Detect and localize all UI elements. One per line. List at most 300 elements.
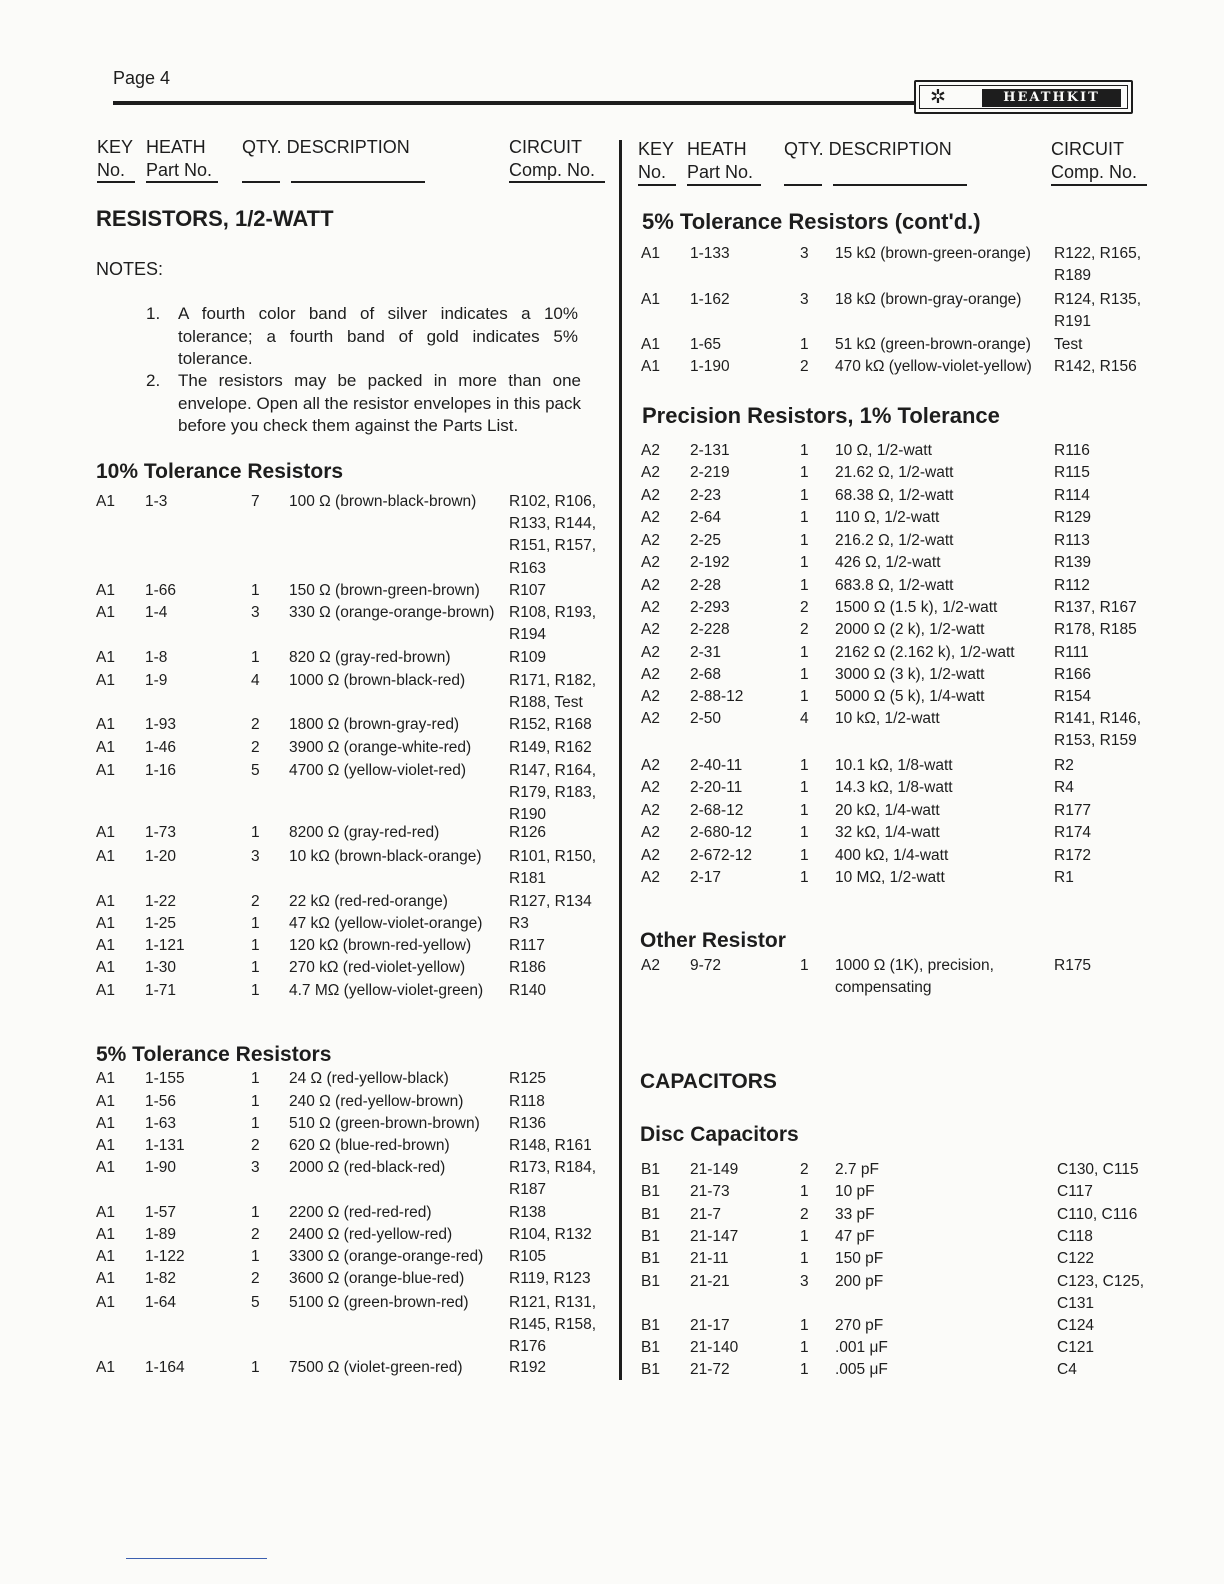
quantity-cell: 1 <box>251 582 260 599</box>
quantity-cell: 3 <box>800 245 809 262</box>
key-cell: A2 <box>641 779 660 796</box>
part-number-cell: 1-25 <box>145 915 177 932</box>
description-cell: 270 pF <box>835 1317 884 1334</box>
part-number-cell: 1-131 <box>145 1137 185 1154</box>
description-cell: 200 pF <box>835 1273 884 1290</box>
component-cell: C130, C115 <box>1057 1161 1139 1178</box>
description-cell: 110 Ω, 1/2-watt <box>835 509 940 526</box>
key-cell: A1 <box>96 649 115 666</box>
part-number-cell: 1-30 <box>145 959 177 976</box>
quantity-cell: 1 <box>251 1093 260 1110</box>
description-cell: 32 kΩ, 1/4-watt <box>835 824 940 841</box>
key-cell: A1 <box>96 582 115 599</box>
quantity-cell: 1 <box>251 959 260 976</box>
quantity-cell: 3 <box>251 848 260 865</box>
component-cell: C122 <box>1057 1250 1095 1267</box>
part-number-cell: 1-9 <box>145 672 168 689</box>
key-cell: A1 <box>96 716 115 733</box>
description-cell: 400 kΩ, 1/4-watt <box>835 847 949 864</box>
col-header-key: KEY No. <box>97 137 134 180</box>
col-header-qty-desc: QTY. DESCRIPTION <box>784 139 952 159</box>
component-cell: R117 <box>509 937 545 954</box>
part-number-cell: 1-162 <box>690 291 730 308</box>
component-cell: C121 <box>1057 1339 1095 1356</box>
quantity-cell: 1 <box>800 779 809 796</box>
description-cell: 10 pF <box>835 1183 875 1200</box>
component-cell: R116 <box>1054 442 1090 459</box>
component-cell: R171, R182, R188, Test <box>509 672 597 712</box>
part-number-cell: 1-64 <box>145 1294 177 1311</box>
key-cell: A1 <box>96 1294 115 1311</box>
key-cell: A1 <box>96 915 115 932</box>
description-cell: 330 Ω (orange-orange-brown) <box>289 604 495 621</box>
description-cell: 10 Ω, 1/2-watt <box>835 442 932 459</box>
description-cell: 18 kΩ (brown-gray-orange) <box>835 291 1022 308</box>
part-number-cell: 1-56 <box>145 1093 177 1110</box>
part-number-cell: 1-3 <box>145 493 168 510</box>
quantity-cell: 5 <box>251 1294 260 1311</box>
component-cell: R177 <box>1054 802 1092 819</box>
component-cell: R102, R106, R133, R144, R151, R157, R163 <box>509 493 597 577</box>
col-header-heath: HEATH Part No. <box>687 139 754 182</box>
component-cell: R113 <box>1054 532 1090 549</box>
quantity-cell: 1 <box>251 1115 260 1132</box>
key-cell: B1 <box>641 1339 660 1356</box>
key-cell: A2 <box>641 577 660 594</box>
quantity-cell: 2 <box>251 1226 260 1243</box>
component-cell: R166 <box>1054 666 1092 683</box>
part-number-cell: 2-68-12 <box>690 802 744 819</box>
header-underline <box>638 184 676 186</box>
key-cell: A2 <box>641 710 660 727</box>
description-cell: 2200 Ω (red-red-red) <box>289 1204 432 1221</box>
header-underline <box>509 181 605 183</box>
key-cell: A1 <box>96 739 115 756</box>
quantity-cell: 3 <box>800 1273 809 1290</box>
part-number-cell: 21-7 <box>690 1206 722 1223</box>
description-cell: 1500 Ω (1.5 k), 1/2-watt <box>835 599 998 616</box>
part-number-cell: 1-46 <box>145 739 177 756</box>
key-cell: A2 <box>641 869 660 886</box>
description-cell: 33 pF <box>835 1206 875 1223</box>
key-cell: A1 <box>96 848 115 865</box>
key-cell: A2 <box>641 487 660 504</box>
component-cell: R186 <box>509 959 547 976</box>
quantity-cell: 3 <box>251 604 260 621</box>
key-cell: A1 <box>96 762 115 779</box>
description-cell: 2000 Ω (red-black-red) <box>289 1159 446 1176</box>
key-cell: B1 <box>641 1250 660 1267</box>
quantity-cell: 1 <box>800 688 809 705</box>
quantity-cell: 1 <box>800 644 809 661</box>
quantity-cell: 1 <box>800 336 809 353</box>
component-cell: Test <box>1054 336 1083 353</box>
page-number: Page 4 <box>113 68 171 88</box>
key-cell: A1 <box>96 1137 115 1154</box>
key-cell: A2 <box>641 666 660 683</box>
description-cell: 22 kΩ (red-red-orange) <box>289 893 448 910</box>
quantity-cell: 1 <box>800 869 809 886</box>
description-cell: 3300 Ω (orange-orange-red) <box>289 1248 484 1265</box>
key-cell: A1 <box>96 1248 115 1265</box>
part-number-cell: 2-31 <box>690 644 722 661</box>
part-number-cell: 2-28 <box>690 577 722 594</box>
key-cell: A1 <box>96 1226 115 1243</box>
key-cell: A2 <box>641 464 660 481</box>
atom-icon: ✲ <box>930 87 946 108</box>
key-cell: A1 <box>641 358 660 375</box>
description-cell: .001 μF <box>835 1339 888 1356</box>
key-cell: A2 <box>641 957 660 974</box>
key-cell: A1 <box>641 245 660 262</box>
key-cell: A2 <box>641 554 660 571</box>
description-cell: 5100 Ω (green-brown-red) <box>289 1294 469 1311</box>
quantity-cell: 2 <box>800 1161 809 1178</box>
description-cell: 270 kΩ (red-violet-yellow) <box>289 959 466 976</box>
part-number-cell: 1-71 <box>145 982 177 999</box>
col-header-heath: HEATH Part No. <box>146 137 213 180</box>
quantity-cell: 1 <box>251 915 260 932</box>
header-underline <box>291 181 425 183</box>
part-number-cell: 1-63 <box>145 1115 177 1132</box>
quantity-cell: 2 <box>251 893 260 910</box>
component-cell: R138 <box>509 1204 547 1221</box>
part-number-cell: 2-20-11 <box>690 779 743 796</box>
quantity-cell: 1 <box>800 957 809 974</box>
part-number-cell: 2-228 <box>690 621 730 638</box>
key-cell: A1 <box>96 959 115 976</box>
description-cell: 426 Ω, 1/2-watt <box>835 554 941 571</box>
key-cell: A2 <box>641 442 660 459</box>
component-cell: R1 <box>1054 869 1074 886</box>
description-cell: 10 kΩ, 1/2-watt <box>835 710 940 727</box>
part-number-cell: 2-23 <box>690 487 722 504</box>
key-cell: A1 <box>96 982 115 999</box>
key-cell: A2 <box>641 599 660 616</box>
part-number-cell: 2-219 <box>690 464 730 481</box>
key-cell: B1 <box>641 1317 660 1334</box>
quantity-cell: 1 <box>800 532 809 549</box>
component-cell: R4 <box>1054 779 1074 796</box>
part-number-cell: 2-50 <box>690 710 722 727</box>
part-number-cell: 2-293 <box>690 599 730 616</box>
header-underline <box>784 184 822 186</box>
part-number-cell: 1-65 <box>690 336 722 353</box>
part-number-cell: 2-192 <box>690 554 730 571</box>
key-cell: A2 <box>641 824 660 841</box>
part-number-cell: 21-149 <box>690 1161 739 1178</box>
key-cell: B1 <box>641 1183 660 1200</box>
key-cell: A1 <box>96 1115 115 1132</box>
component-cell: R127, R134 <box>509 893 592 910</box>
key-cell: A1 <box>96 824 115 841</box>
description-cell: 1000 Ω (1K), precision, compensating <box>835 957 994 997</box>
quantity-cell: 1 <box>800 757 809 774</box>
description-cell: 1800 Ω (brown-gray-red) <box>289 716 460 733</box>
quantity-cell: 1 <box>251 649 260 666</box>
part-number-cell: 1-73 <box>145 824 177 841</box>
part-number-cell: 2-131 <box>690 442 730 459</box>
part-number-cell: 1-93 <box>145 716 177 733</box>
key-cell: B1 <box>641 1206 660 1223</box>
component-cell: C4 <box>1057 1361 1077 1378</box>
quantity-cell: 2 <box>800 1206 809 1223</box>
description-cell: 1000 Ω (brown-black-red) <box>289 672 466 689</box>
description-cell: 47 pF <box>835 1228 875 1245</box>
part-number-cell: 1-155 <box>145 1070 185 1087</box>
component-cell: R124, R135, R191 <box>1054 291 1142 331</box>
key-cell: A2 <box>641 532 660 549</box>
component-cell: R175 <box>1054 957 1092 974</box>
description-cell: 620 Ω (blue-red-brown) <box>289 1137 450 1154</box>
note-1: A fourth color band of silver indicates a 10% tolerance; a fourth band of gold indicates 5% tolerance. <box>178 304 578 368</box>
description-cell: 10 MΩ, 1/2-watt <box>835 869 945 886</box>
key-cell: A1 <box>96 1070 115 1087</box>
quantity-cell: 1 <box>800 1250 809 1267</box>
component-cell: R101, R150, R181 <box>509 848 597 888</box>
component-cell: R140 <box>509 982 547 999</box>
description-cell: 150 pF <box>835 1250 884 1267</box>
key-cell: A2 <box>641 802 660 819</box>
section-title-capacitors: CAPACITORS <box>640 1070 777 1093</box>
component-cell: R112 <box>1054 577 1090 594</box>
description-cell: 2000 Ω (2 k), 1/2-watt <box>835 621 985 638</box>
key-cell: A1 <box>96 604 115 621</box>
note-number: 1. <box>146 304 161 323</box>
description-cell: 10 kΩ (brown-black-orange) <box>289 848 482 865</box>
description-cell: 216.2 Ω, 1/2-watt <box>835 532 954 549</box>
component-cell: R136 <box>509 1115 547 1132</box>
description-cell: 240 Ω (red-yellow-brown) <box>289 1093 464 1110</box>
description-cell: 683.8 Ω, 1/2-watt <box>835 577 954 594</box>
description-cell: 14.3 kΩ, 1/8-watt <box>835 779 953 796</box>
key-cell: B1 <box>641 1228 660 1245</box>
description-cell: 3900 Ω (orange-white-red) <box>289 739 472 756</box>
key-cell: B1 <box>641 1273 660 1290</box>
quantity-cell: 2 <box>251 739 260 756</box>
description-cell: 68.38 Ω, 1/2-watt <box>835 487 954 504</box>
quantity-cell: 1 <box>251 982 260 999</box>
quantity-cell: 1 <box>251 1248 260 1265</box>
part-number-cell: 21-17 <box>690 1317 730 1334</box>
key-cell: A2 <box>641 621 660 638</box>
component-cell: R111 <box>1054 644 1089 661</box>
quantity-cell: 2 <box>251 1137 260 1154</box>
description-cell: 510 Ω (green-brown-brown) <box>289 1115 480 1132</box>
part-number-cell: 1-20 <box>145 848 177 865</box>
key-cell: A1 <box>96 1270 115 1287</box>
part-number-cell: 2-64 <box>690 509 722 526</box>
part-number-cell: 1-22 <box>145 893 177 910</box>
description-cell: 2400 Ω (red-yellow-red) <box>289 1226 453 1243</box>
part-number-cell: 1-190 <box>690 358 730 375</box>
component-cell: R108, R193, R194 <box>509 604 597 644</box>
col-header-qty-desc: QTY. DESCRIPTION <box>242 137 410 157</box>
component-cell: R139 <box>1054 554 1092 571</box>
description-cell: 24 Ω (red-yellow-black) <box>289 1070 449 1087</box>
part-number-cell: 1-16 <box>145 762 177 779</box>
component-cell: R115 <box>1054 464 1090 481</box>
component-cell: C118 <box>1057 1228 1093 1245</box>
column-divider <box>619 140 622 1380</box>
component-cell: R148, R161 <box>509 1137 592 1154</box>
key-cell: A1 <box>96 1359 115 1376</box>
key-cell: A1 <box>96 893 115 910</box>
key-cell: A1 <box>96 1093 115 1110</box>
component-cell: R173, R184, R187 <box>509 1159 597 1199</box>
quantity-cell: 1 <box>800 577 809 594</box>
component-cell: R104, R132 <box>509 1226 592 1243</box>
part-number-cell: 1-4 <box>145 604 168 621</box>
quantity-cell: 1 <box>800 554 809 571</box>
key-cell: B1 <box>641 1361 660 1378</box>
description-cell: 21.62 Ω, 1/2-watt <box>835 464 954 481</box>
key-cell: A2 <box>641 509 660 526</box>
part-number-cell: 21-73 <box>690 1183 730 1200</box>
description-cell: 150 Ω (brown-green-brown) <box>289 582 480 599</box>
description-cell: 5000 Ω (5 k), 1/4-watt <box>835 688 985 705</box>
quantity-cell: 1 <box>800 1339 809 1356</box>
quantity-cell: 1 <box>251 1359 260 1376</box>
group-title-other: Other Resistor <box>640 929 786 952</box>
part-number-cell: 1-89 <box>145 1226 177 1243</box>
quantity-cell: 1 <box>800 442 809 459</box>
component-cell: R172 <box>1054 847 1092 864</box>
key-cell: A2 <box>641 644 660 661</box>
component-cell: R126 <box>509 824 547 841</box>
quantity-cell: 3 <box>251 1159 260 1176</box>
description-cell: 4.7 MΩ (yellow-violet-green) <box>289 982 484 999</box>
component-cell: R141, R146, R153, R159 <box>1054 710 1142 750</box>
part-number-cell: 2-68 <box>690 666 722 683</box>
part-number-cell: 1-82 <box>145 1270 177 1287</box>
header-underline <box>833 184 967 186</box>
component-cell: R149, R162 <box>509 739 592 756</box>
component-cell: C110, C116 <box>1057 1206 1138 1223</box>
part-number-cell: 9-72 <box>690 957 722 974</box>
description-cell: 51 kΩ (green-brown-orange) <box>835 336 1031 353</box>
description-cell: 10.1 kΩ, 1/8-watt <box>835 757 953 774</box>
description-cell: 3000 Ω (3 k), 1/2-watt <box>835 666 985 683</box>
key-cell: B1 <box>641 1161 660 1178</box>
quantity-cell: 4 <box>800 710 809 727</box>
part-number-cell: 21-147 <box>690 1228 739 1245</box>
part-number-cell: 2-672-12 <box>690 847 753 864</box>
component-cell: C123, C125, C131 <box>1057 1273 1145 1313</box>
quantity-cell: 2 <box>251 1270 260 1287</box>
key-cell: A1 <box>96 937 115 954</box>
component-cell: R105 <box>509 1248 547 1265</box>
part-number-cell: 2-40-11 <box>690 757 743 774</box>
description-cell: 100 Ω (brown-black-brown) <box>289 493 477 510</box>
header-underline <box>146 181 218 183</box>
description-cell: .005 μF <box>835 1361 888 1378</box>
component-cell: R178, R185 <box>1054 621 1137 638</box>
description-cell: 2.7 pF <box>835 1161 879 1178</box>
note-2: The resistors may be packed in more than one envelope. Open all the resistor envelopes in this pack before you check them against the Parts List. <box>178 371 581 435</box>
description-cell: 47 kΩ (yellow-violet-orange) <box>289 915 483 932</box>
component-cell: R122, R165, R189 <box>1054 245 1142 285</box>
component-cell: R137, R167 <box>1054 599 1137 616</box>
component-cell: R3 <box>509 915 529 932</box>
note-number: 2. <box>146 371 161 390</box>
component-cell: R2 <box>1054 757 1074 774</box>
quantity-cell: 1 <box>800 802 809 819</box>
quantity-cell: 4 <box>251 672 260 689</box>
component-cell: R118 <box>509 1093 545 1110</box>
description-cell: 7500 Ω (violet-green-red) <box>289 1359 463 1376</box>
heathkit-logo <box>914 80 1133 114</box>
part-number-cell: 21-11 <box>690 1250 729 1267</box>
part-number-cell: 1-121 <box>145 937 185 954</box>
quantity-cell: 1 <box>251 1070 260 1087</box>
quantity-cell: 2 <box>800 358 809 375</box>
key-cell: A1 <box>96 1159 115 1176</box>
footer-rule <box>126 1558 267 1559</box>
group-title-5pct: 5% Tolerance Resistors <box>96 1043 332 1066</box>
key-cell: A1 <box>641 291 660 308</box>
quantity-cell: 7 <box>251 493 260 510</box>
quantity-cell: 1 <box>800 509 809 526</box>
header-underline <box>687 184 761 186</box>
part-number-cell: 21-140 <box>690 1339 739 1356</box>
part-number-cell: 1-90 <box>145 1159 177 1176</box>
quantity-cell: 1 <box>800 666 809 683</box>
component-cell: R192 <box>509 1359 547 1376</box>
description-cell: 120 kΩ (brown-red-yellow) <box>289 937 472 954</box>
description-cell: 20 kΩ, 1/4-watt <box>835 802 940 819</box>
component-cell: R125 <box>509 1070 547 1087</box>
part-number-cell: 2-25 <box>690 532 722 549</box>
part-number-cell: 1-57 <box>145 1204 177 1221</box>
key-cell: A2 <box>641 688 660 705</box>
part-number-cell: 1-164 <box>145 1359 185 1376</box>
component-cell: R154 <box>1054 688 1092 705</box>
brand-name: HEATHKIT <box>982 89 1121 107</box>
quantity-cell: 1 <box>251 824 260 841</box>
key-cell: A2 <box>641 847 660 864</box>
description-cell: 15 kΩ (brown-green-orange) <box>835 245 1031 262</box>
component-cell: R107 <box>509 582 547 599</box>
component-cell: R147, R164, R179, R183, R190 <box>509 762 597 824</box>
description-cell: 3600 Ω (orange-blue-red) <box>289 1270 465 1287</box>
description-cell: 820 Ω (gray-red-brown) <box>289 649 451 666</box>
header-underline <box>97 181 135 183</box>
quantity-cell: 1 <box>800 1317 809 1334</box>
part-number-cell: 2-680-12 <box>690 824 753 841</box>
quantity-cell: 1 <box>800 464 809 481</box>
component-cell: R174 <box>1054 824 1092 841</box>
quantity-cell: 3 <box>800 291 809 308</box>
component-cell: R129 <box>1054 509 1092 526</box>
key-cell: A1 <box>96 672 115 689</box>
description-cell: 8200 Ω (gray-red-red) <box>289 824 440 841</box>
description-cell: 470 kΩ (yellow-violet-yellow) <box>835 358 1032 375</box>
col-header-circuit: CIRCUIT Comp. No. <box>509 137 596 180</box>
quantity-cell: 1 <box>251 1204 260 1221</box>
description-cell: 4700 Ω (yellow-violet-red) <box>289 762 466 779</box>
header-underline <box>242 181 280 183</box>
component-cell: R119, R123 <box>509 1270 591 1287</box>
part-number-cell: 1-66 <box>145 582 177 599</box>
quantity-cell: 1 <box>800 847 809 864</box>
component-cell: R142, R156 <box>1054 358 1137 375</box>
section-title-resistors: RESISTORS, 1/2-WATT <box>96 206 334 231</box>
quantity-cell: 1 <box>251 937 260 954</box>
part-number-cell: 21-21 <box>690 1273 730 1290</box>
quantity-cell: 1 <box>800 1183 809 1200</box>
component-cell: C117 <box>1057 1183 1093 1200</box>
